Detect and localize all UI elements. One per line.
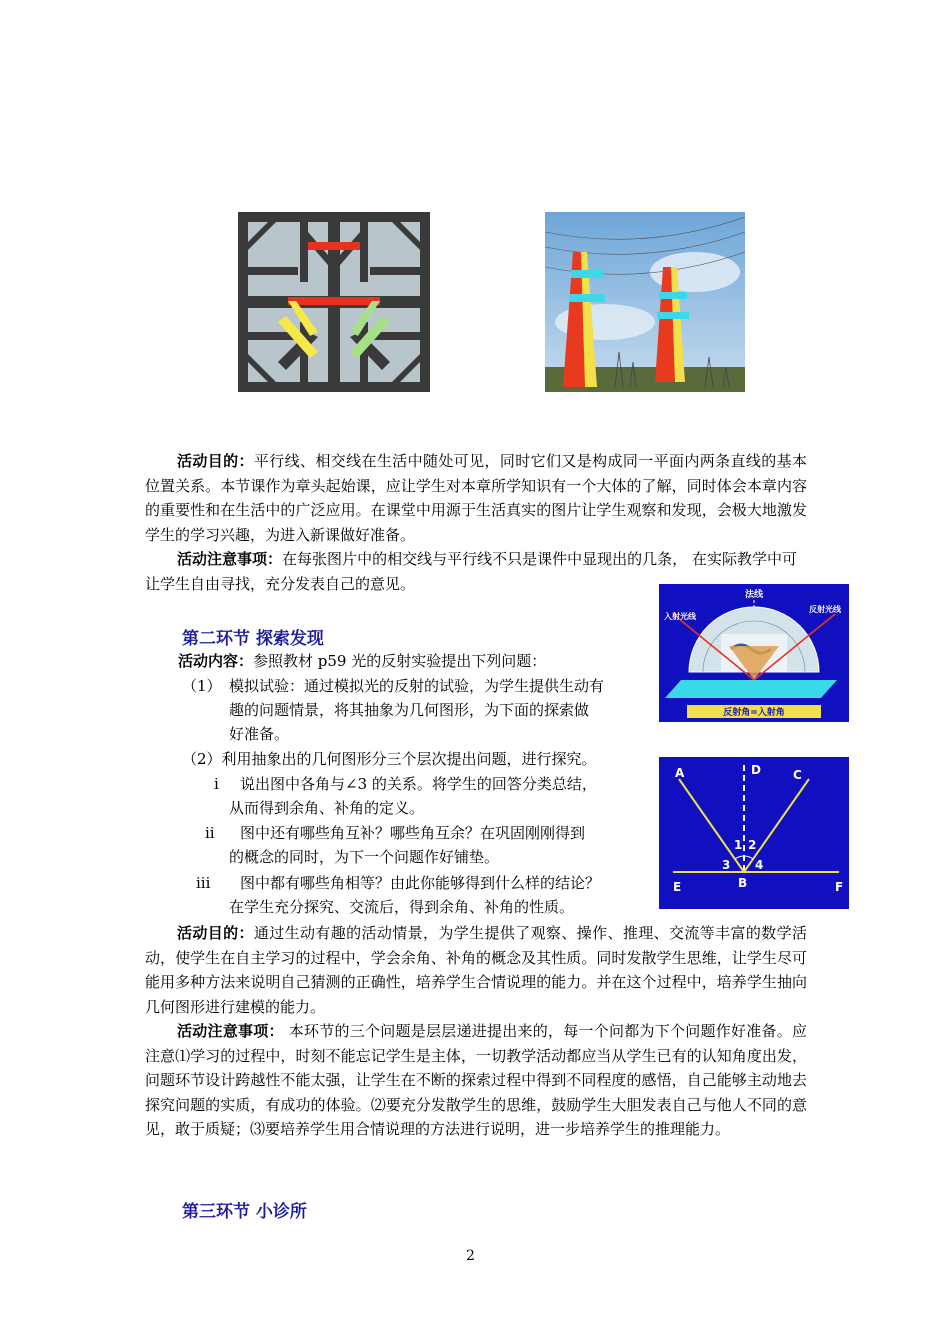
incident-ray-label: 入射光线: [664, 612, 696, 621]
sub-i-marker: i: [214, 775, 219, 793]
activity-goal-label-2: 活动目的：: [177, 924, 254, 942]
angle-geometry-figure: [659, 757, 849, 909]
activity-content-label: 活动内容：: [178, 652, 254, 670]
angle-1-label: 1: [734, 838, 743, 852]
sub-iii-line-2: 在学生充分探究、交流后，得到余角、补角的性质。: [229, 898, 575, 916]
activity-content-line: [178, 649, 546, 674]
angle-2-label: 2: [748, 838, 757, 852]
page-number: 2: [466, 1248, 475, 1264]
activity-notes-text: 在每张图片中的相交线与平行线不只是课件中显现出的几条， 在实际教学中可让学生自由寻找，充分发表自己的意见。: [145, 550, 797, 593]
mirror-plane: [665, 680, 837, 698]
activity-notes-label-2: 活动注意事项：: [177, 1022, 284, 1040]
sub-ii-line-2: 的概念的同时，为下一个问题作好铺垫。: [229, 848, 500, 866]
activity-notes-text-2: 本环节的三个问题是层层递进提出来的，每一个问都为下个问题作好准备。应注意⑴学习的过程中，时刻不能忘记学生是主体，一切教学活动都应当从学生已有的认知角度出发，问题环节设计跨越性不能太强，让学生在不断的探索过程中得到不同程度的感悟，自己能够主动地去探究问题的实质，有成功的体验。⑵要充分发散学生的思维，鼓励学生大胆发表自己与他人不同的意见，敢于质疑；⑶要培养学生用合情说理的方法进行说明，进一步培养学生的推理能力。: [145, 1022, 807, 1138]
activity-goal-text: 平行线、相交线在生活中随处可见，同时它们又是构成同一平面内两条直线的基本位置关系。本节课作为章头起始课，应让学生对本章所学知识有一个大体的了解，同时体会本章内容的重要性和在生活中的广泛应用。在课堂中用源于生活真实的图片让学生观察和发现，会极大地激发学生的学习兴趣，为进入新课做好准备。: [145, 452, 807, 544]
point-c-label: C: [793, 768, 802, 782]
reflection-caption: 反射角=入射角: [723, 708, 785, 718]
reflected-ray-label: 反射光线: [809, 605, 841, 614]
activity-content-text: 参照教材 p59 光的反射实验提出下列问题：: [253, 652, 547, 670]
point-d-label: D: [751, 763, 761, 777]
sub-i-line-2: 从而得到余角、补角的定义。: [229, 799, 425, 817]
sub-iii-marker: iii: [196, 874, 211, 892]
activity-goal-paragraph-1: [145, 449, 807, 547]
item-one-line-2: 趣的问题情景，将其抽象为几何图形，为下面的探索做: [229, 701, 590, 719]
normal-line-label: 法线: [744, 590, 764, 600]
power-tower-image: [545, 212, 745, 392]
angle-3-label: 3: [722, 858, 731, 872]
activity-notes-paragraph-2: [145, 1019, 807, 1142]
section-two-title: 第二环节 探索发现: [182, 629, 324, 649]
activity-notes-label: 活动注意事项：: [177, 550, 283, 568]
point-a-label: A: [675, 766, 685, 780]
point-b-label: B: [738, 876, 748, 890]
sub-i-line-1: 说出图中各角与∠3 的关系。将学生的回答分类总结，: [240, 775, 597, 793]
item-one-line-1: 模拟试验：通过模拟光的反射的试验，为学生提供生动有: [229, 677, 605, 695]
section-three-title: 第三环节 小诊所: [182, 1202, 307, 1222]
item-one-line-3: 好准备。: [229, 725, 290, 743]
activity-goal-text-2: 通过生动有趣的活动情景，为学生提供了观察、操作、推理、交流等丰富的数学活动，使学生在自主学习的过程中，学会余角、补角的概念及其性质。同时发散学生思维，让学生尽可能用多种方法来说明自己猜测的正确性，培养学生合情说理的能力。并在这个过程中，培养学生抽向几何图形进行建模的能力。: [145, 924, 807, 1016]
angle-4-label: 4: [755, 858, 764, 872]
point-e-label: E: [673, 880, 682, 894]
point-f-label: F: [835, 880, 844, 894]
activity-goal-paragraph-2: [145, 921, 807, 1019]
reflection-experiment-figure: [659, 584, 849, 722]
sub-ii-marker: ii: [205, 824, 215, 842]
item-two: （2）利用抽象出的几何图形分三个层次提出问题，进行探究。: [182, 750, 597, 768]
activity-goal-label: 活动目的：: [177, 452, 254, 470]
window-lattice-image: [238, 212, 430, 392]
item-one-marker: （1）: [182, 677, 222, 695]
sub-iii-line-1: 图中都有哪些角相等？由此你能够得到什么样的结论？: [240, 874, 601, 892]
sub-ii-line-1: 图中还有哪些角互补？哪些角互余？在巩固刚刚得到: [240, 824, 586, 842]
